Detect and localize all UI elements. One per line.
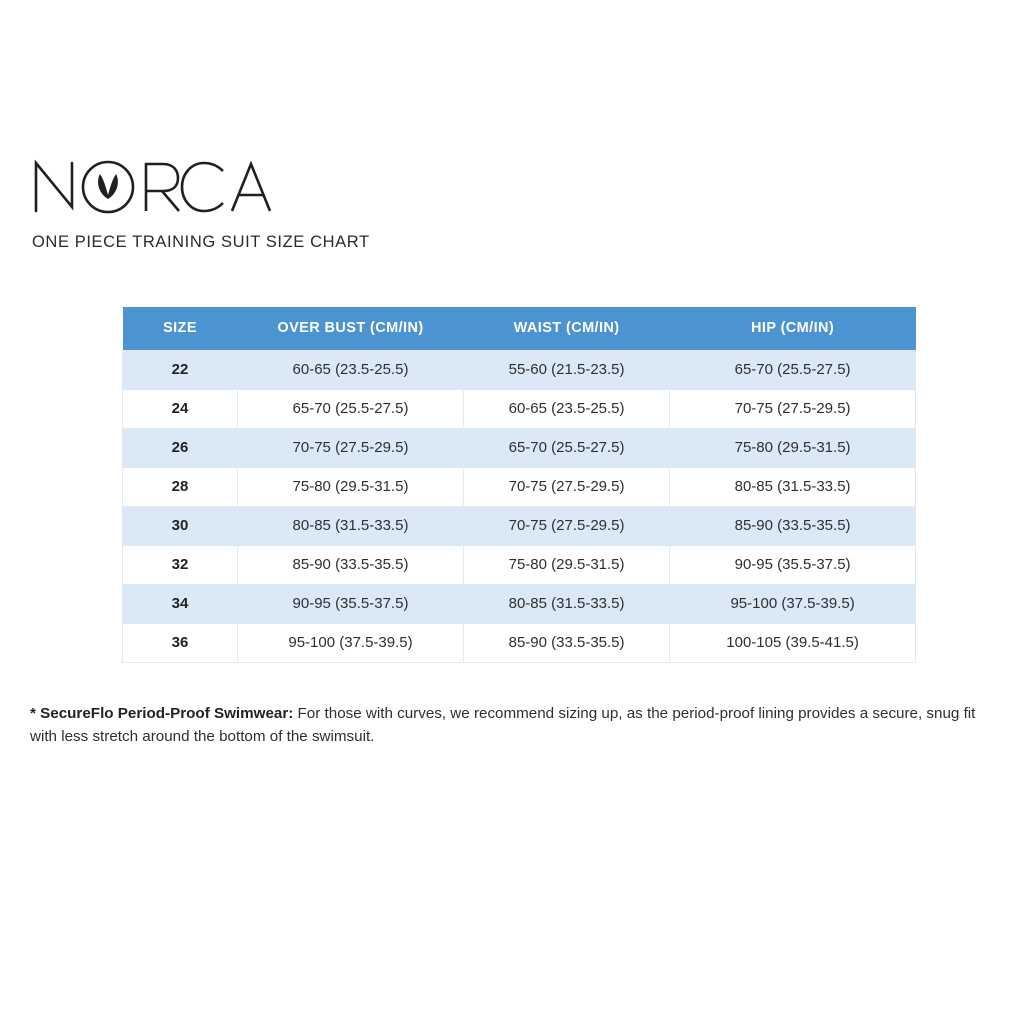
cell-hip: 75-80 (29.5-31.5) xyxy=(670,429,916,468)
cell-over-bust: 75-80 (29.5-31.5) xyxy=(237,468,463,507)
cell-over-bust: 80-85 (31.5-33.5) xyxy=(237,507,463,546)
cell-size: 22 xyxy=(123,351,238,390)
table-row xyxy=(123,624,916,663)
cell-waist: 65-70 (25.5-27.5) xyxy=(463,429,669,468)
cell-waist: 70-75 (27.5-29.5) xyxy=(463,468,669,507)
cell-waist: 80-85 (31.5-33.5) xyxy=(463,585,669,624)
size-chart-table-wrap xyxy=(122,307,916,663)
cell-waist: 55-60 (21.5-23.5) xyxy=(463,351,669,390)
cell-size: 24 xyxy=(123,390,238,429)
column-header-size: SIZE xyxy=(123,307,238,351)
cell-hip: 70-75 (27.5-29.5) xyxy=(670,390,916,429)
column-header-hip: HIP (CM/IN) xyxy=(670,307,916,351)
column-header-waist: WAIST (CM/IN) xyxy=(463,307,669,351)
footnote-lead: * SecureFlo Period-Proof Swimwear: xyxy=(30,705,294,723)
table-header-row xyxy=(123,307,916,351)
footnote-body: For those with curves, we recommend sizing up, as the period-proof lining provides a secure, snug fit with less stretch around the bottom of the swimsuit. xyxy=(30,705,976,746)
cell-size: 26 xyxy=(123,429,238,468)
cell-size: 34 xyxy=(123,585,238,624)
cell-over-bust: 90-95 (35.5-37.5) xyxy=(237,585,463,624)
cell-over-bust: 85-90 (33.5-35.5) xyxy=(237,546,463,585)
table-row xyxy=(123,429,916,468)
brand-block xyxy=(32,155,632,252)
cell-over-bust: 95-100 (37.5-39.5) xyxy=(237,624,463,663)
cell-hip: 85-90 (33.5-35.5) xyxy=(670,507,916,546)
footnote xyxy=(30,702,990,748)
cell-hip: 90-95 (35.5-37.5) xyxy=(670,546,916,585)
table-row xyxy=(123,468,916,507)
cell-hip: 100-105 (39.5-41.5) xyxy=(670,624,916,663)
table-row xyxy=(123,390,916,429)
table-row xyxy=(123,585,916,624)
norca-leaf-logo-icon xyxy=(32,155,272,217)
table-row xyxy=(123,507,916,546)
cell-over-bust: 65-70 (25.5-27.5) xyxy=(237,390,463,429)
cell-waist: 70-75 (27.5-29.5) xyxy=(463,507,669,546)
cell-over-bust: 70-75 (27.5-29.5) xyxy=(237,429,463,468)
table-row xyxy=(123,351,916,390)
cell-size: 28 xyxy=(123,468,238,507)
cell-size: 36 xyxy=(123,624,238,663)
cell-hip: 80-85 (31.5-33.5) xyxy=(670,468,916,507)
cell-waist: 85-90 (33.5-35.5) xyxy=(463,624,669,663)
table-header xyxy=(123,307,916,351)
cell-size: 30 xyxy=(123,507,238,546)
table-body xyxy=(123,351,916,663)
column-header-over-bust: OVER BUST (CM/IN) xyxy=(237,307,463,351)
cell-over-bust: 60-65 (23.5-25.5) xyxy=(237,351,463,390)
cell-size: 32 xyxy=(123,546,238,585)
cell-waist: 60-65 (23.5-25.5) xyxy=(463,390,669,429)
cell-waist: 75-80 (29.5-31.5) xyxy=(463,546,669,585)
page-title: ONE PIECE TRAINING SUIT SIZE CHART xyxy=(32,233,370,251)
size-chart-table xyxy=(122,307,916,663)
cell-hip: 65-70 (25.5-27.5) xyxy=(670,351,916,390)
cell-hip: 95-100 (37.5-39.5) xyxy=(670,585,916,624)
table-row xyxy=(123,546,916,585)
